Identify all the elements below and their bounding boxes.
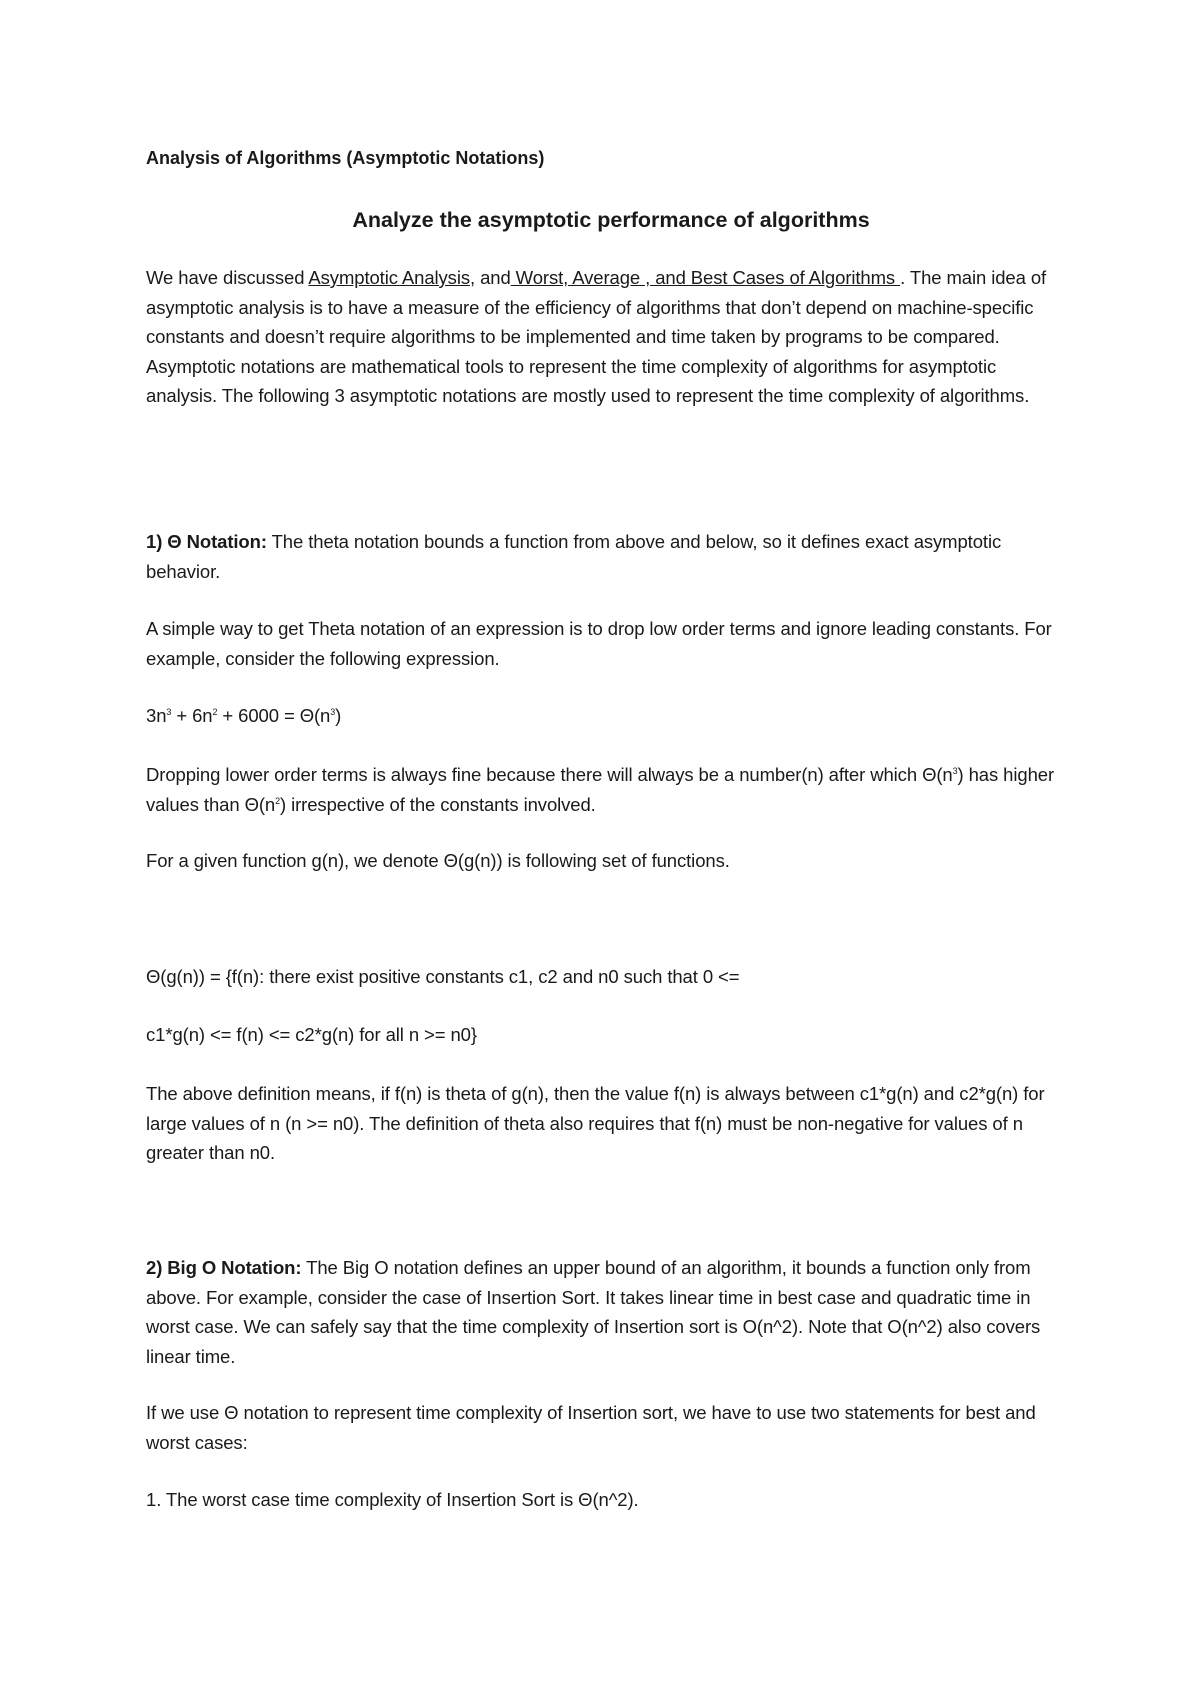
expr-sup-a: 3	[166, 706, 172, 717]
big-o-heading-text: The Big O notation defines an upper bound of an algorithm, it bounds a function only from above. For example, consider the case of Insertion Sort. It takes linear time in best case and quadratic time in worst case. We can safely say that the time complexity of Insertion sort is O(n^2). Note that O(n^2) also covers linear time.	[146, 1257, 1041, 1367]
big-o-notation-paragraph	[146, 1253, 1071, 1371]
asymptotic-analysis-link[interactable]: Asymptotic Analysis	[308, 267, 470, 288]
expr-part-d: )	[335, 705, 342, 726]
theta-definition-line1: Θ(g(n)) = {f(n): there exist positive constants c1, c2 and n0 such that 0 <=	[146, 966, 740, 987]
theta-definition-line2: c1*g(n) <= f(n) <= c2*g(n) for all n >= n0}	[146, 1024, 477, 1045]
expr-part-a: 3n	[146, 705, 167, 726]
given-function-paragraph: For a given function g(n), we denote Θ(g(n)) is following set of functions.	[146, 850, 730, 871]
expr-part-b: + 6n	[171, 705, 213, 726]
list-item-1: 1. The worst case time complexity of Insertion Sort is Θ(n^2).	[146, 1489, 639, 1510]
theta-expression	[146, 701, 1076, 731]
intro-mid: , and	[469, 267, 511, 288]
theta-notation-paragraph	[146, 527, 1071, 586]
drop-part-b: ) has higher values than Θ(n	[146, 764, 1055, 815]
definition-meaning-paragraph: The above definition means, if f(n) is theta of g(n), then the value f(n) is always between c1*g(n) and c2*g(n) for large values of n (n >= n0). The definition of theta also requires that f(n) must be non-negative for values of n greater than n0.	[146, 1083, 1045, 1163]
theta-heading-text: The theta notation bounds a function from above and below, so it defines exact asymptotic behavior.	[146, 531, 1002, 582]
drop-part-a: Dropping lower order terms is always fine because there will always be a number(n) after which Θ(n	[146, 764, 953, 785]
document-header: Analysis of Algorithms (Asymptotic Notations)	[146, 148, 545, 168]
drop-part-c: ) irrespective of the constants involved.	[280, 793, 596, 815]
dropping-terms-paragraph	[146, 760, 1071, 819]
theta-simple-way-paragraph: A simple way to get Theta notation of an expression is to drop low order terms and ignore leading constants. For example, consider the following expression.	[146, 618, 1052, 669]
intro-paragraph	[146, 263, 1071, 411]
page-title: Analyze the asymptotic performance of algorithms	[352, 208, 870, 232]
expr-part-c: + 6000 = Θ(n	[217, 705, 331, 726]
drop-sup-b: 2	[275, 795, 281, 806]
cases-of-algorithms-link[interactable]: Worst, Average , and Best Cases of Algorithms	[510, 267, 901, 288]
drop-sup-a: 3	[952, 765, 958, 776]
expr-sup-b: 2	[212, 706, 218, 717]
intro-prefix: We have discussed	[146, 267, 309, 288]
intro-rest: . The main idea of asymptotic analysis is to have a measure of the efficiency of algorithms that don’t depend on machine-specific constants and doesn’t require algorithms to be implemented and time taken by programs to be compared. Asymptotic notations are mathematical tools to represent the time complexity of algorithms for asymptotic analysis. The following 3 asymptotic notations are mostly used to represent the time complexity of algorithms.	[146, 267, 1047, 406]
theta-insertion-paragraph: If we use Θ notation to represent time complexity of Insertion sort, we have to use two statements for best and worst cases:	[146, 1402, 1036, 1453]
expr-sup-c: 3	[330, 706, 336, 717]
theta-heading: 1) Θ Notation:	[146, 531, 267, 552]
big-o-heading: 2) Big O Notation:	[146, 1257, 302, 1278]
